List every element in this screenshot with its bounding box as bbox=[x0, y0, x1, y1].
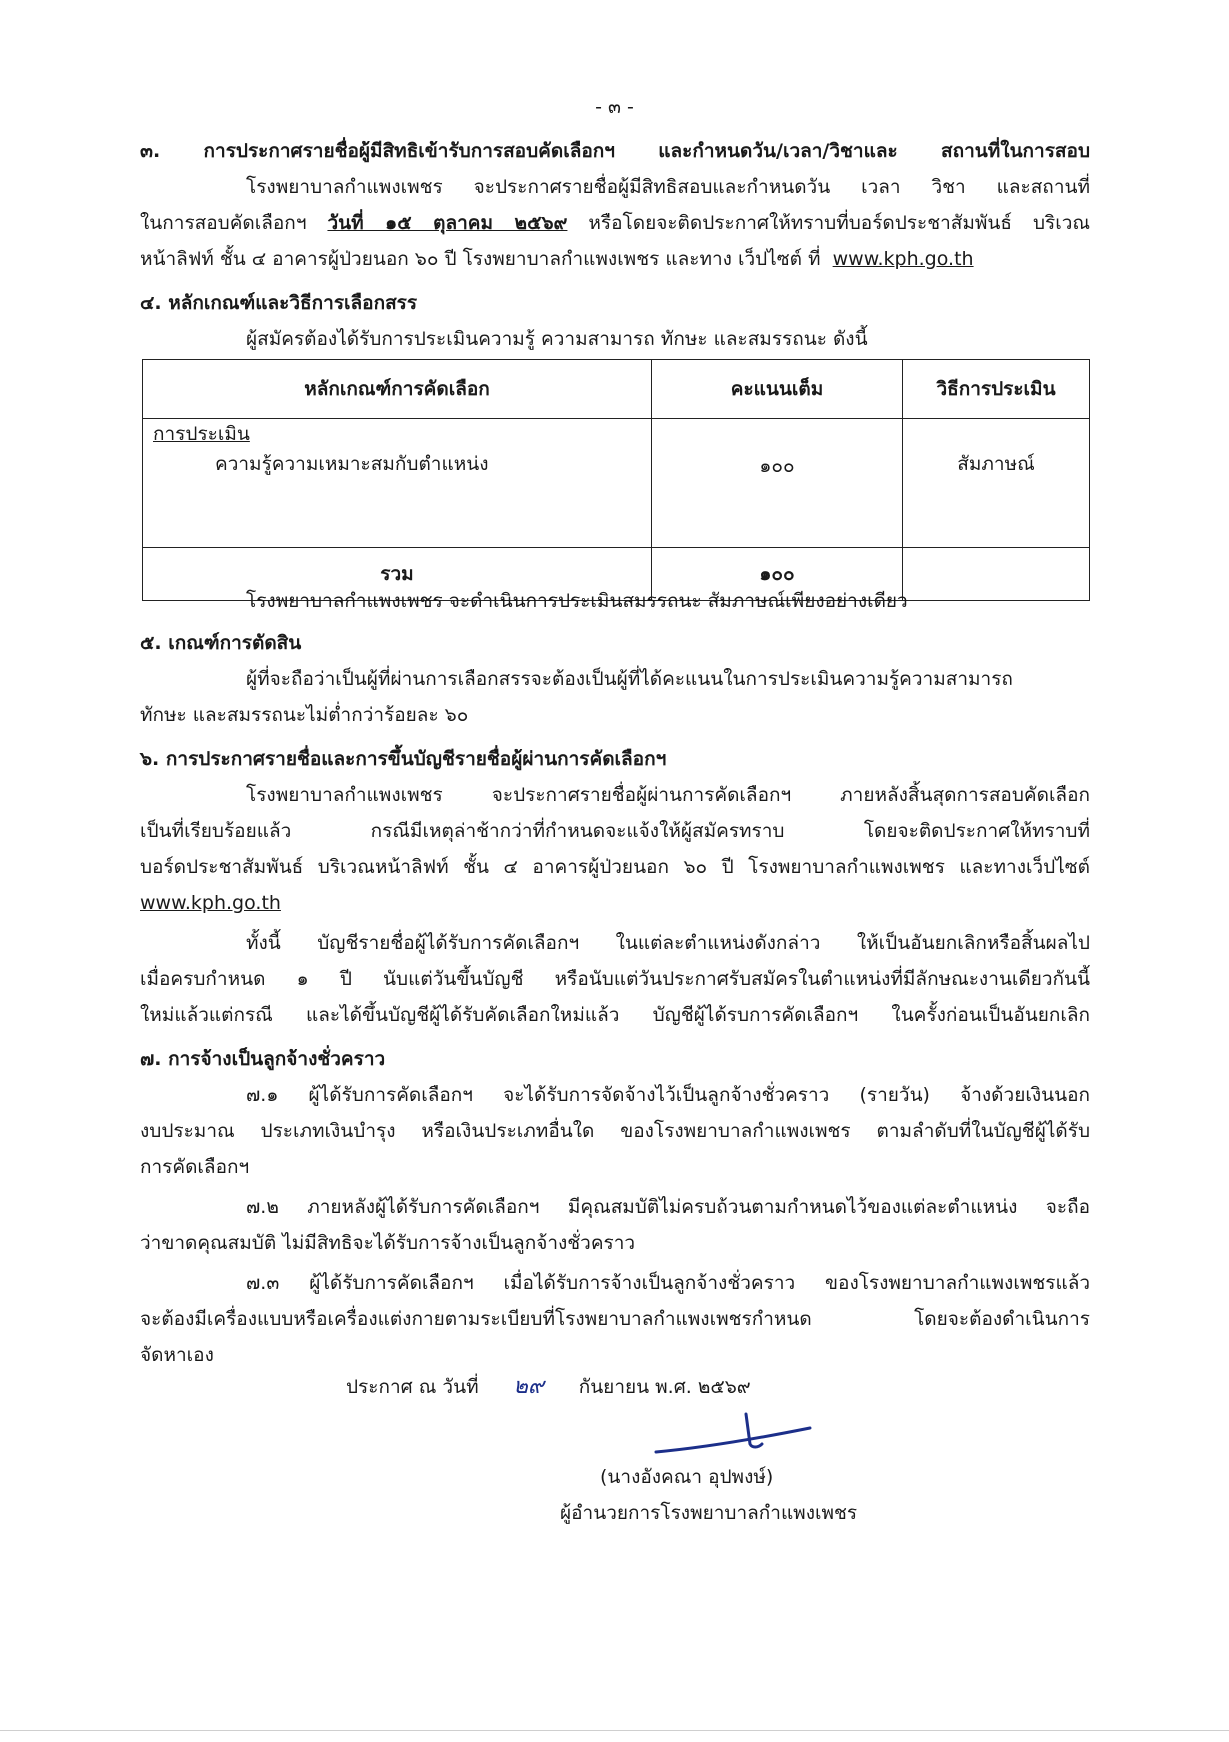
criteria-item: ความรู้ความเหมาะสมกับตำแหน่ง bbox=[215, 453, 489, 475]
exam-announcement-date: วันที่ ๑๕ ตุลาคม ๒๕๖๙ bbox=[327, 212, 568, 234]
method-cell: สัมภาษณ์ bbox=[903, 419, 1090, 548]
score-cell: ๑๐๐ bbox=[652, 419, 903, 548]
signer-title: ผู้อำนวยการโรงพยาบาลกำแพงเพชร bbox=[560, 1502, 858, 1524]
website-link[interactable]: www.kph.go.th bbox=[832, 248, 974, 270]
total-score: ๑๐๐ bbox=[652, 548, 903, 601]
section-7-3-line-1: ๗.๓ ผู้ได้รับการคัดเลือกฯ เมื่อได้รับการจ้างเป็นลูกจ้างชั่วคราว ของโรงพยาบาลกำแพงเพชรแล้ว bbox=[246, 1272, 1090, 1294]
section-6-p1-line-3: บอร์ดประชาสัมพันธ์ บริเวณหน้าลิฟท์ ชั้น ๔ อาคารผู้ป่วยนอก ๖๐ ปี โรงพยาบาลกำแพงเพชร และทางเว็ปไซต์ bbox=[140, 856, 1090, 878]
signature-icon bbox=[650, 1408, 820, 1468]
section-3-line-2 bbox=[140, 208, 1090, 238]
section-7-2-line-1: ๗.๒ ภายหลังผู้ได้รับการคัดเลือกฯ มีคุณสมบัติไม่ครบถ้วนตามกำหนดไว้ของแต่ละตำแหน่ง จะถือ bbox=[246, 1196, 1090, 1218]
section-3-line-1: โรงพยาบาลกำแพงเพชร จะประกาศรายชื่อผู้มีสิทธิสอบและกำหนดวัน เวลา วิชา และสถานที่ bbox=[246, 176, 1090, 198]
section-4-intro: ผู้สมัครต้องได้รับการประเมินความรู้ ความสามารถ ทักษะ และสมรรถนะ ดังนี้ bbox=[246, 328, 868, 350]
total-label: รวม bbox=[143, 548, 652, 601]
announcement-date-line bbox=[346, 1372, 751, 1402]
section-5-line-2: ทักษะ และสมรรถนะไม่ต่ำกว่าร้อยละ ๖๐ bbox=[140, 704, 469, 726]
signer-name: (นางอังคณา อุปพงษ์) bbox=[600, 1466, 774, 1488]
section-7-3-line-3: จัดหาเอง bbox=[140, 1344, 214, 1366]
announced-month-year: กันยายน พ.ศ. ๒๕๖๙ bbox=[578, 1376, 751, 1398]
section-6-p2-line-1: ทั้งนี้ บัญชีรายชื่อผู้ได้รับการคัดเลือกฯ ในแต่ละตำแหน่งดังกล่าว ให้เป็นอันยกเลิกหรือสิ้นผลไป bbox=[246, 932, 1090, 954]
total-method-empty bbox=[903, 548, 1090, 601]
page-number: - ๓ - bbox=[595, 96, 634, 118]
section-6-heading: ๖. การประกาศรายชื่อและการขึ้นบัญชีรายชื่อผู้ผ่านการคัดเลือกฯ bbox=[140, 748, 667, 770]
section-7-1-line-2: งบประมาณ ประเภทเงินบำรุง หรือเงินประเภทอื่นใด ของโรงพยาบาลกำแพงเพชร ตามลำดับที่ในบัญชีผู้ได้รับ bbox=[140, 1120, 1090, 1142]
section-4-heading: ๔. หลักเกณฑ์และวิธีการเลือกสรร bbox=[140, 292, 418, 314]
section-7-3-line-2: จะต้องมีเครื่องแบบหรือเครื่องแต่งกายตามระเบียบที่โรงพยาบาลกำแพงเพชรกำหนด โดยจะต้องดำเนินการ bbox=[140, 1308, 1090, 1330]
section-4-note: โรงพยาบาลกำแพงเพชร จะดำเนินการประเมินสมรรถนะ สัมภาษณ์เพียงอย่างเดียว bbox=[246, 590, 908, 612]
criteria-table-header bbox=[143, 360, 1090, 419]
section-3-heading: ๓. การประกาศรายชื่อผู้มีสิทธิเข้ารับการสอบคัดเลือกฯ และกำหนดวัน/เวลา/วิชาและ สถานที่ในการสอบ bbox=[140, 140, 1090, 162]
section-5-heading: ๕. เกณฑ์การตัดสิน bbox=[140, 632, 302, 654]
announced-prefix: ประกาศ ณ วันที่ bbox=[346, 1376, 479, 1398]
section-7-1-line-1: ๗.๑ ผู้ได้รับการคัดเลือกฯ จะได้รับการจัดจ้างไว้เป็นลูกจ้างชั่วคราว (รายวัน) จ้างด้วยเงินนอก bbox=[246, 1084, 1090, 1106]
section-7-heading: ๗. การจ้างเป็นลูกจ้างชั่วคราว bbox=[140, 1048, 386, 1070]
header-method: วิธีการประเมิน bbox=[903, 360, 1090, 419]
criteria-cell bbox=[143, 419, 652, 548]
header-full-score: คะแนนเต็ม bbox=[652, 360, 903, 419]
section-6-p1-line-2: เป็นที่เรียบร้อยแล้ว กรณีมีเหตุล่าช้ากว่าที่กำหนดจะแจ้งให้ผู้สมัครทราบ โดยจะติดประกาศให้ทราบที่ bbox=[140, 820, 1090, 842]
criteria-table-row bbox=[143, 419, 1090, 548]
criteria-table bbox=[142, 359, 1090, 601]
section-3-line-3 bbox=[140, 244, 974, 274]
section-3-line-2-b: หรือโดยจะติดประกาศให้ทราบที่บอร์ดประชาสัมพันธ์ บริเวณ bbox=[588, 212, 1091, 234]
section-3-line-2-a: ในการสอบคัดเลือกฯ bbox=[140, 212, 307, 234]
section-5-line-1: ผู้ที่จะถือว่าเป็นผู้ที่ผ่านการเลือกสรรจะต้องเป็นผู้ที่ได้คะแนนในการประเมินความรู้ความสามารถ bbox=[246, 668, 1013, 690]
section-7-1-line-3: การคัดเลือกฯ bbox=[140, 1156, 250, 1178]
section-6-p1-line-1: โรงพยาบาลกำแพงเพชร จะประกาศรายชื่อผู้ผ่านการคัดเลือกฯ ภายหลังสิ้นสุดการสอบคัดเลือก bbox=[246, 784, 1090, 806]
section-3-line-3-a: หน้าลิฟท์ ชั้น ๔ อาคารผู้ป่วยนอก ๖๐ ปี โรงพยาบาลกำแพงเพชร และทาง เว็ปไซต์ ที่ bbox=[140, 248, 821, 270]
header-criteria: หลักเกณฑ์การคัดเลือก bbox=[143, 360, 652, 419]
criteria-group: การประเมิน bbox=[153, 423, 250, 445]
section-6-p2-line-2: เมื่อครบกำหนด ๑ ปี นับแต่วันขึ้นบัญชี หรือนับแต่วันประกาศรับสมัครในตำแหน่งที่มีลักษณะงานเดียวกันนี้ bbox=[140, 968, 1090, 990]
section-7-2-line-2: ว่าขาดคุณสมบัติ ไม่มีสิทธิจะได้รับการจ้างเป็นลูกจ้างชั่วคราว bbox=[140, 1232, 636, 1254]
section-6-website-link[interactable]: www.kph.go.th bbox=[140, 892, 281, 914]
section-6-p2-line-3: ใหม่แล้วแต่กรณี และได้ขึ้นบัญชีผู้ได้รับคัดเลือกใหม่แล้ว บัญชีผู้ได้รบการคัดเลือกฯ ในครั้งก่อนเป็นอันยกเลิก bbox=[140, 1004, 1090, 1026]
handwritten-day: ๒๙ bbox=[513, 1374, 544, 1399]
page-bottom-edge bbox=[0, 1730, 1229, 1731]
